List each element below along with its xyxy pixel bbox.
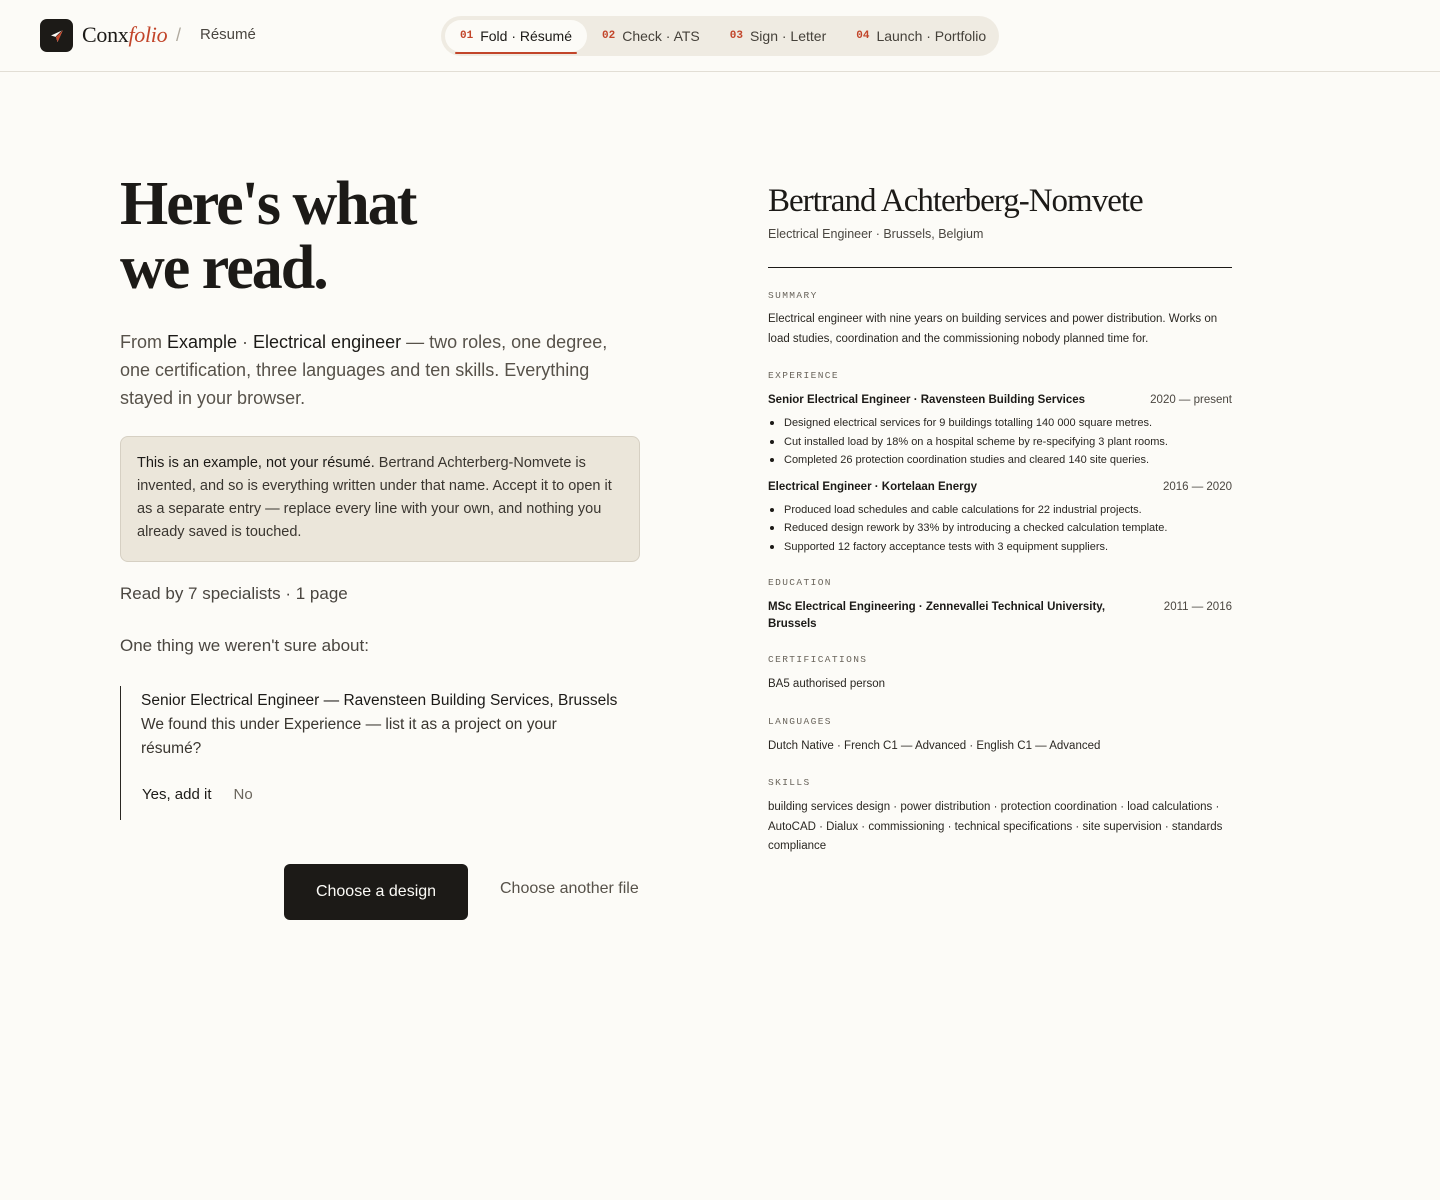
skills-heading: SKILLS (768, 777, 811, 788)
paper-plane-icon (49, 28, 65, 44)
tab-launch-portfolio[interactable] (841, 20, 1001, 52)
intro-text (120, 328, 640, 412)
breadcrumb-separator: / (176, 25, 182, 45)
languages-text: Dutch Native · French C1 — Advanced · English C1 — Advanced (768, 739, 1101, 752)
intro-source: Example (167, 332, 238, 352)
education-row (768, 599, 1232, 633)
step-tabs (441, 16, 999, 56)
tab-fold-resume[interactable] (445, 20, 587, 52)
breadcrumb-current: Résumé (200, 26, 256, 43)
job-bullets (768, 414, 1232, 470)
job-role: Electrical Engineer · Kortelaan Energy (768, 480, 977, 493)
no-button[interactable]: No (233, 786, 253, 803)
list-item: Designed electrical services for 9 buildings totalling 140 000 square metres. (768, 414, 1232, 433)
education-degree: MSc Electrical Engineering · Zennevallei Technical University, Brussels (768, 601, 1106, 630)
job-dates: 2016 — 2020 (1162, 480, 1232, 493)
step-number: 02 (602, 30, 616, 42)
step-number: 03 (729, 30, 743, 42)
languages-heading: LANGUAGES (768, 715, 832, 727)
read-meta: Read by 7 specialists · 1 page (120, 584, 348, 603)
summary-heading: SUMMARY (768, 290, 818, 301)
logo-mark[interactable] (40, 19, 73, 52)
intro-rest: — two roles, one degree, one certification, three languages and ten skills. Everything stayed in your browser. (120, 332, 608, 408)
list-item: Supported 12 factory acceptance tests with 3 equipment suppliers. (768, 538, 1232, 557)
tab-sign-letter[interactable] (715, 20, 841, 52)
brand-name[interactable] (82, 22, 167, 48)
resume-name: Bertrand Achterberg-Nomvete (768, 183, 1143, 219)
list-item: Reduced design rework by 33% by introducing a checked calculation template. (768, 519, 1232, 538)
intro-dot: · (237, 332, 254, 352)
job-bullets (768, 501, 1232, 557)
step-label: Launch · Portfolio (876, 28, 987, 44)
job-role: Senior Electrical Engineer · Ravensteen Building Services (768, 394, 1086, 406)
job-row (768, 392, 1232, 409)
intro-from: From (120, 332, 167, 352)
skills-text: building services design · power distribution · protection coordination · load calculations · AutoCAD · Dialux · commissioning · technical specifications · site supervision · standards compliance (768, 801, 1223, 852)
step-number: 01 (460, 30, 474, 42)
step-number: 04 (856, 30, 870, 42)
step-label: Sign · Letter (749, 28, 827, 44)
notice-strong: This is an example, not your résumé. (137, 455, 375, 471)
step-label: Check · ATS (622, 28, 700, 44)
top-bar (0, 0, 1440, 72)
list-item: Completed 26 protection coordination studies and cleared 140 site queries. (768, 451, 1232, 470)
resume-subtitle: Electrical Engineer · Brussels, Belgium (768, 227, 984, 241)
example-notice (120, 436, 640, 562)
question-body: We found this under Experience — list it as a project on your résumé? (141, 716, 557, 757)
choose-design-button[interactable]: Choose a design (284, 864, 468, 920)
tab-check-ats[interactable] (587, 20, 715, 52)
experience-heading: EXPERIENCE (768, 370, 840, 381)
headline-line-1: Here's what (120, 170, 416, 238)
intro-role: Electrical engineer (253, 332, 402, 352)
summary-text: Electrical engineer with nine years on building services and power distribution. Works on load studies, coordination and the commissioning nobody planned time for. (768, 313, 1218, 345)
certifications-heading: CERTIFICATIONS (768, 654, 868, 665)
resume-divider (768, 267, 1232, 268)
list-item: Cut installed load by 18% on a hospital scheme by re-specifying 3 plant rooms. (768, 433, 1232, 452)
step-label: Fold · Résumé (480, 28, 573, 44)
job-dates: 2020 — present (1150, 394, 1232, 406)
choose-another-file-button[interactable]: Choose another file (500, 880, 639, 897)
yes-add-button[interactable]: Yes, add it (142, 786, 212, 803)
question-intro: One thing we weren't sure about: (120, 636, 369, 655)
notice-rest: Bertrand Achterberg-Nomvete is invented, and so is everything written under that name. Accept it to open it as a separate entry — replace every line with your own, and nothing you already saved is touched. (137, 455, 612, 540)
brand-main: Conx (82, 22, 129, 47)
job-row (768, 479, 1232, 496)
education-dates: 2011 — 2016 (1163, 601, 1232, 613)
uncertain-item (120, 686, 640, 820)
question-title: Senior Electrical Engineer — Ravensteen Building Services, Brussels (141, 692, 618, 709)
brand-accent: folio (128, 22, 168, 47)
education-heading: EDUCATION (768, 577, 832, 588)
list-item: Produced load schedules and cable calculations for 22 industrial projects. (768, 501, 1232, 520)
resume-preview (768, 180, 1232, 857)
page-title (120, 172, 640, 300)
question-actions (142, 786, 253, 803)
certifications-text: BA5 authorised person (768, 678, 885, 690)
headline-line-2: we read. (120, 234, 327, 302)
